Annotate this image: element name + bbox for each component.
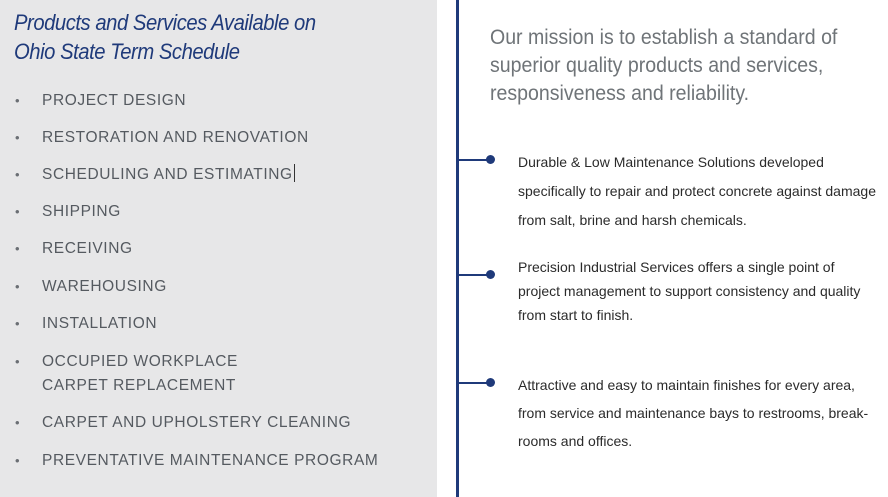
list-item — [15, 312, 158, 336]
timeline-dot-icon — [486, 378, 495, 387]
feature-point-finishes: Attractive and easy to maintain finishes for every area, from service and maintenance bays to restrooms, break-rooms and offices. — [518, 377, 869, 449]
bullet-icon: • — [15, 354, 21, 369]
list-item — [15, 89, 187, 113]
timeline-connector — [459, 159, 489, 161]
bullet-icon: • — [15, 241, 21, 256]
service-label-line2: CARPET REPLACEMENT — [42, 377, 236, 394]
services-panel — [0, 0, 437, 497]
panel-title-line1: Products and Services Available on — [14, 10, 316, 35]
list-item[interactable] — [15, 163, 295, 187]
service-label: PROJECT DESIGN — [42, 92, 187, 109]
bullet-icon: • — [15, 167, 21, 182]
text-cursor — [294, 164, 295, 182]
service-label: RECEIVING — [42, 240, 133, 257]
bullet-icon: • — [15, 130, 21, 145]
service-label: WAREHOUSING — [42, 278, 167, 295]
timeline-dot-icon — [486, 270, 495, 279]
list-item — [15, 449, 379, 473]
timeline-dot-icon — [486, 155, 495, 164]
service-label[interactable]: SCHEDULING AND ESTIMATING — [42, 166, 293, 183]
list-item — [15, 350, 238, 398]
panel-title-line2: Ohio State Term Schedule — [14, 39, 240, 64]
service-label: PREVENTATIVE MAINTENANCE PROGRAM — [42, 452, 379, 469]
timeline-connector — [459, 382, 489, 384]
list-item — [15, 275, 167, 299]
list-item — [15, 411, 352, 435]
feature-point-management: Precision Industrial Services offers a single point of project management to support consistency and quality from start to finish. — [518, 259, 861, 323]
bullet-icon: • — [15, 453, 21, 468]
bullet-icon: • — [15, 279, 21, 294]
list-item — [15, 126, 309, 150]
mission-statement: Our mission is to establish a standard of superior quality products and services, responsiveness and reliability. — [490, 26, 838, 105]
timeline-connector — [459, 274, 489, 276]
service-label: RESTORATION AND RENOVATION — [42, 129, 309, 146]
timeline-divider — [456, 0, 459, 497]
bullet-icon: • — [15, 415, 21, 430]
list-item — [15, 237, 133, 261]
service-label: SHIPPING — [42, 203, 121, 220]
bullet-icon: • — [15, 316, 21, 331]
bullet-icon: • — [15, 93, 21, 108]
service-label: CARPET AND UPHOLSTERY CLEANING — [42, 414, 352, 431]
service-label: INSTALLATION — [42, 315, 158, 332]
panel-title — [14, 8, 316, 66]
service-label: OCCUPIED WORKPLACE — [42, 353, 238, 370]
bullet-icon: • — [15, 204, 21, 219]
list-item — [15, 200, 121, 224]
feature-point-durable: Durable & Low Maintenance Solutions developed specifically to repair and protect concrete against damage from salt, brine and harsh chemicals. — [518, 154, 876, 228]
